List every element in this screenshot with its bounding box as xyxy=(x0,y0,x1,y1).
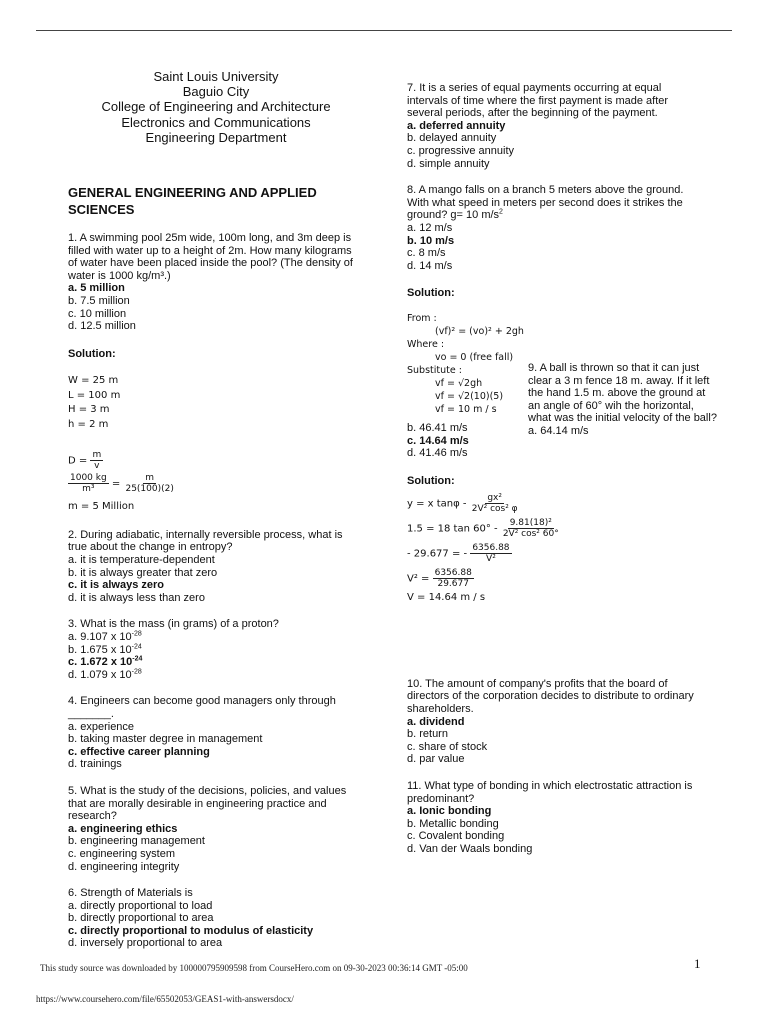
formula-lhs: - 29.677 = - xyxy=(407,548,468,560)
right-column xyxy=(407,82,702,856)
option-d: d. 12.5 million xyxy=(68,320,136,333)
solution-substitute: Substitute : xyxy=(407,364,462,376)
stem-text: 8. A mango falls on a branch 5 meters above the ground. With what speed in meters per second does it strikes the ground? g= 10 m/s xyxy=(407,184,684,222)
option-b: b. delayed annuity xyxy=(407,132,497,145)
stem-exponent: 2 xyxy=(499,208,503,216)
option-d: d. 14 m/s xyxy=(407,259,453,272)
numerator: m xyxy=(92,450,102,461)
option-b: b. 10 m/s xyxy=(407,234,455,247)
question-stem: 5. What is the study of the decisions, policies, and values that are morally desirable in engineering practice and research? xyxy=(68,784,347,823)
option-a: a. dividend xyxy=(407,715,465,728)
question-stem: 10. The amount of company's profits that the board of directors of the corporation decides to distribute to ordinary shareholders. xyxy=(407,677,694,715)
given-line: H = 3 m xyxy=(68,404,110,416)
denominator: 2V² cos² 60° xyxy=(502,529,559,540)
denominator: 29.677 xyxy=(437,579,469,590)
numerator: m xyxy=(145,473,155,484)
option-c: c. 8 m/s xyxy=(407,247,446,260)
header-line: Engineering Department xyxy=(145,129,287,145)
question-11 xyxy=(407,780,702,856)
solution-given xyxy=(68,374,358,432)
fraction xyxy=(433,568,474,589)
question-4 xyxy=(68,695,358,771)
question-10 xyxy=(407,678,702,766)
option-exponent: -24 xyxy=(131,642,142,650)
option-a: a. 64.14 m/s xyxy=(528,424,589,437)
option-a: a. it is temperature-dependent xyxy=(68,554,215,567)
option-c: c. progressive annuity xyxy=(407,144,514,157)
source-url[interactable]: https://www.coursehero.com/file/65502053/GEAS1-with-answersdocx/ xyxy=(36,994,294,1004)
question-7 xyxy=(407,82,702,170)
formula-lhs: V² = xyxy=(407,573,430,585)
header-line: Electronics and Communications xyxy=(121,114,311,130)
option-exponent: -28 xyxy=(131,668,142,676)
solution-from: From : xyxy=(407,312,437,324)
option-d: d. it is always less than zero xyxy=(68,591,205,604)
option-b: b. return xyxy=(407,728,448,741)
fraction xyxy=(123,473,175,494)
solution-label: Solution: xyxy=(407,287,455,300)
solution-answer: V = 14.64 m / s xyxy=(407,592,486,604)
option-d: d. Van der Waals bonding xyxy=(407,842,533,855)
option-d: d. engineering integrity xyxy=(68,860,180,873)
university-header xyxy=(68,69,364,145)
question-stem: 7. It is a series of equal payments occurring at equal intervals of time where the first payment is made after several periods, after the beginning of the payment. xyxy=(407,82,669,120)
option-d: d. trainings xyxy=(68,758,122,771)
page-number: 1 xyxy=(694,956,701,971)
option-base: d. 1.079 x 10 xyxy=(68,668,132,681)
option-b: b. 46.41 m/s xyxy=(407,421,468,434)
solution-eq: vf = 10 m / s xyxy=(435,403,497,415)
given-line: h = 2 m xyxy=(68,418,109,430)
option-c: c. share of stock xyxy=(407,740,488,753)
question-9 xyxy=(528,362,718,438)
numerator: 1000 kg xyxy=(70,473,107,484)
numerator: 6356.88 xyxy=(472,543,510,554)
option-exponent: -24 xyxy=(132,655,143,663)
question-5 xyxy=(68,785,358,873)
option-a xyxy=(68,631,358,644)
option-c: c. Covalent bonding xyxy=(407,830,505,843)
option-b: b. taking master degree in management xyxy=(68,733,263,746)
solution-label: Solution: xyxy=(68,347,116,360)
fraction xyxy=(501,518,561,539)
denominator: v xyxy=(94,461,100,472)
option-c: c. 10 million xyxy=(68,307,127,320)
question-stem: 11. What type of bonding in which electrostatic attraction is predominant? xyxy=(407,779,693,805)
solution-label: Solution: xyxy=(407,474,455,487)
option-c: c. engineering system xyxy=(68,847,175,860)
numerator: 6356.88 xyxy=(434,568,472,579)
denominator: 2V² cos² φ xyxy=(471,504,518,515)
option-c: c. 14.64 m/s xyxy=(407,434,469,447)
download-note: This study source was downloaded by 100000795909598 from CourseHero.com on 09-30-2023 00:36:14 GMT -05:00 xyxy=(40,963,468,973)
option-a: a. 5 million xyxy=(68,282,125,295)
option-d: d. par value xyxy=(407,753,465,766)
numerator: 9.81(18)² xyxy=(509,518,552,529)
fraction xyxy=(470,493,520,514)
question-2 xyxy=(68,529,358,605)
solution-density-formula xyxy=(68,450,358,515)
formula-lhs: D = xyxy=(68,455,88,467)
option-b: b. engineering management xyxy=(68,835,205,848)
header-line: College of Engineering and Architecture xyxy=(101,99,331,115)
solution-work xyxy=(407,312,525,416)
formula-lhs: y = x tanφ - xyxy=(407,498,467,510)
fraction xyxy=(470,543,511,564)
option-a: a. experience xyxy=(68,720,135,733)
question-6 xyxy=(68,887,358,950)
question-stem: 9. A ball is thrown so that it can just clear a 3 m fence 18 m. away. If it left the hand 1.5 m. above the ground at an angle of 60° wih the horizontal, what was the initial velocity of the ball? xyxy=(528,362,717,425)
solution-eq: vo = 0 (free fall) xyxy=(435,351,514,363)
option-base: a. 9.107 x 10 xyxy=(68,631,132,644)
option-b: b. directly proportional to area xyxy=(68,912,214,925)
given-line: W = 25 m xyxy=(68,375,119,387)
formula-lhs: 1.5 = 18 tan 60° - xyxy=(407,523,498,535)
option-base: b. 1.675 x 10 xyxy=(68,643,132,656)
question-stem: 6. Strength of Materials is xyxy=(68,887,193,900)
equals-sign: = xyxy=(111,478,121,490)
option-d: d. inversely proportional to area xyxy=(68,937,223,950)
option-c: c. directly proportional to modulus of elasticity xyxy=(68,924,314,937)
option-a: a. deferred annuity xyxy=(407,119,506,132)
option-a: a. Ionic bonding xyxy=(407,805,492,818)
option-b: b. Metallic bonding xyxy=(407,817,499,830)
numerator: gx² xyxy=(487,493,502,504)
option-a: a. engineering ethics xyxy=(68,822,178,835)
solution-eq: vf = √2(10)(5) xyxy=(435,390,504,402)
solution-where: Where : xyxy=(407,338,445,350)
option-d: d. 41.46 m/s xyxy=(407,447,468,460)
header-line: Baguio City xyxy=(182,84,250,100)
option-exponent: -28 xyxy=(131,630,142,638)
question-stem: 2. During adiabatic, internally reversible process, what is true about the change in entropy? xyxy=(68,528,343,554)
solution-answer: m = 5 Million xyxy=(68,501,135,513)
fraction xyxy=(68,473,109,494)
solution-work xyxy=(407,493,702,606)
question-3 xyxy=(68,618,358,681)
denominator: V² xyxy=(486,554,496,565)
header-line: Saint Louis University xyxy=(153,69,279,84)
solution-eq: (vf)² = (vo)² + 2gh xyxy=(435,325,524,337)
option-c: c. it is always zero xyxy=(68,579,164,592)
question-9-options xyxy=(407,422,702,606)
question-stem: 1. A swimming pool 25m wide, 100m long, and 3m deep is filled with water up to a height of 2m. How many kilograms of water have been placed inside the pool? (The density of water is 1000 kg/m³.) xyxy=(68,232,353,282)
option-c: c. effective career planning xyxy=(68,745,210,758)
option-d: d. simple annuity xyxy=(407,157,490,170)
option-a: a. directly proportional to load xyxy=(68,899,213,912)
option-base: c. 1.672 x 10 xyxy=(68,656,133,669)
top-rule xyxy=(36,30,732,31)
solution-eq: vf = √2gh xyxy=(435,377,483,389)
option-a: a. 12 m/s xyxy=(407,221,453,234)
option-b xyxy=(68,644,358,657)
denominator: m³ xyxy=(82,484,95,495)
option-b: b. 7.5 million xyxy=(68,294,130,307)
question-stem: 3. What is the mass (in grams) of a proton? xyxy=(68,618,279,631)
question-stem: 4. Engineers can become good managers only through _______. xyxy=(68,695,336,720)
left-column xyxy=(68,69,358,950)
option-d xyxy=(68,669,358,682)
denominator: 25(100)(2) xyxy=(125,484,174,495)
given-line: L = 100 m xyxy=(68,389,121,401)
option-c xyxy=(68,656,358,669)
option-b: b. it is always greater that zero xyxy=(68,566,218,579)
fraction xyxy=(90,450,103,471)
question-stem xyxy=(407,184,702,222)
section-title: GENERAL ENGINEERING AND APPLIED SCIENCES xyxy=(68,185,317,217)
question-1 xyxy=(68,232,358,515)
